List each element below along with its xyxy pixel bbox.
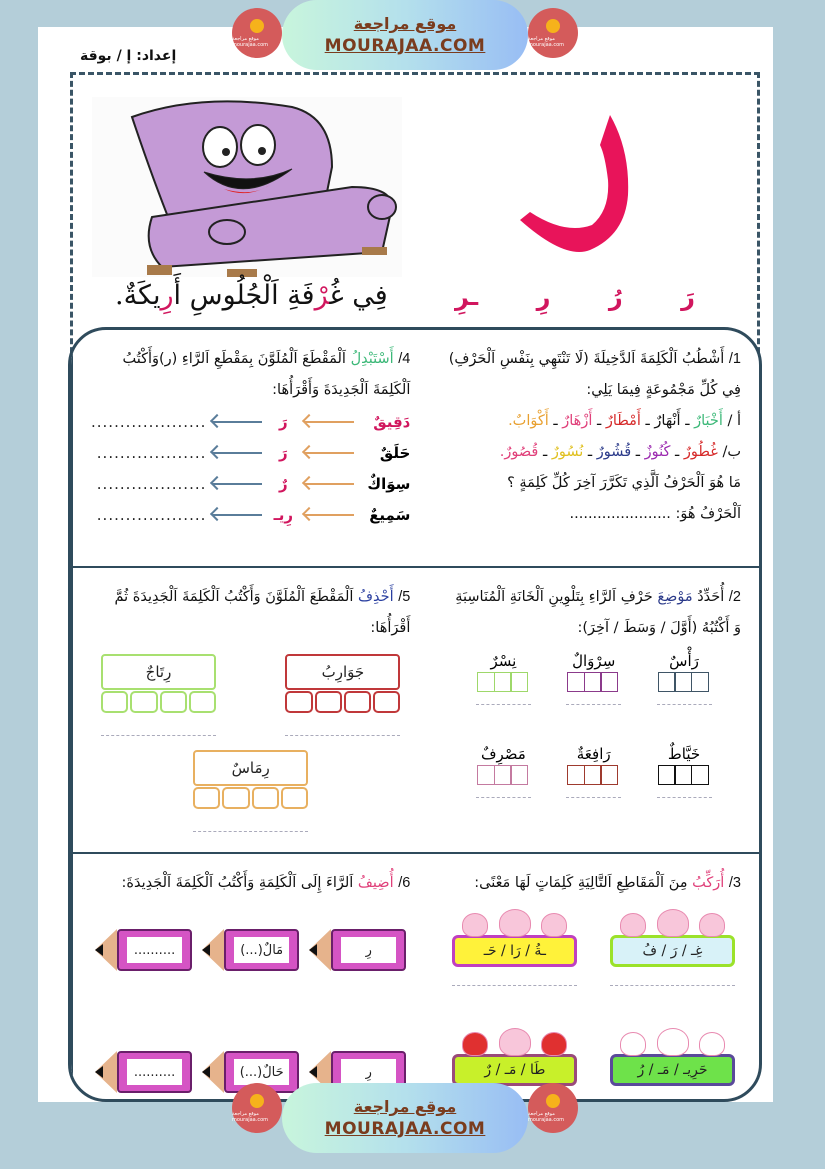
group-b: ب/ غُطُورٌ ـ كُنُوزٌ ـ قُشُورٌ ـ نُسُورٌ ـ قُصُورٌ.: [499, 444, 741, 460]
exercise-4: 4/ أَسْتَبْدِلُ اَلْمَقْطَعَ اَلْمُلَوَّنَ بِمَقْطَعِ اَلرَّاءِ (ر)وَأَكْتُبُ اَلْكَلِمَةَ اَلْجَدِيدَةَ وَأَقْرَأُهَا: دَقِيقٌ رَ .................... حَلَقٌ رَ ................... سِوَاكٌ رٌ ................... سَمِيعٌ رِيـ ...................: [71, 330, 428, 568]
color-cell[interactable]: [477, 672, 495, 692]
syllable-label: ـةُ / رَا / حَـ: [452, 909, 577, 986]
letter-cell[interactable]: [252, 787, 279, 809]
arrow-icon: [212, 452, 262, 454]
answer-line[interactable]: [476, 797, 531, 798]
answer-line[interactable]: [476, 704, 531, 705]
letter-form: رِ: [536, 283, 551, 311]
strike-word[interactable]: نُسُورٌ: [551, 444, 584, 460]
banner-latin: MOURAJAA.COM: [324, 36, 486, 56]
pencil-tip-icon: [309, 929, 331, 971]
strike-word[interactable]: أَمْطَارٌ: [605, 413, 641, 429]
armchair-illustration: [92, 97, 402, 277]
color-cell[interactable]: [691, 765, 709, 785]
letter-cell[interactable]: [285, 691, 312, 713]
answer-field[interactable]: اَلْحَرْفُ هُوَ: ......................: [569, 506, 741, 522]
letter-cell[interactable]: [160, 691, 187, 713]
substitution-row: سَمِيعٌ رِيـ ...................: [96, 505, 411, 524]
answer-line[interactable]: [657, 797, 712, 798]
arrow-icon: [304, 421, 354, 423]
syllable-label: غِـ / رَ / فُ: [610, 909, 735, 986]
exercise-1: 1/ أَشْطُبُ اَلْكَلِمَةَ اَلدَّخِيلَةَ (لَا تَنْتَهِي بِنَفْسِ اَلْحَرْفِ) فِي كُلِّ مَجْمُوعَةٍ فِيمَا يَلِي: أ / أَخْبَارٌ ـ أَنْهَارٌ ـ أَمْطَارٌ ـ أَزْهَارٌ ـ أَكْوَابٌ. ب/ غُطُورٌ ـ كُنُوزٌ ـ قُشُورٌ ـ نُسُورٌ ـ قُصُورٌ. مَا هُوَ اَلْحَرْفُ اَلَّذِي تَكَرَّرَ آخِرَ كُلِّ كَلِمَةٍ ؟ اَلْحَرْفُ هُوَ: ......................: [428, 330, 759, 568]
character-decoration: [620, 909, 725, 937]
letter-cell[interactable]: [130, 691, 157, 713]
answer-line[interactable]: [566, 704, 621, 705]
character-decoration: [620, 1028, 725, 1056]
pencil-card[interactable]: [95, 1051, 192, 1093]
color-cell[interactable]: [494, 765, 512, 785]
arrow-icon: [212, 421, 262, 423]
letter-cell[interactable]: [193, 787, 220, 809]
color-cell[interactable]: [600, 765, 618, 785]
site-banner-top[interactable]: [282, 0, 528, 70]
pencil-tip-icon: [202, 1051, 224, 1093]
color-cell[interactable]: [494, 672, 512, 692]
color-cell[interactable]: [674, 765, 692, 785]
letter-cell[interactable]: [373, 691, 400, 713]
arrow-icon: [304, 514, 354, 516]
arrow-icon: [212, 483, 262, 485]
site-banner-bottom[interactable]: [282, 1083, 528, 1153]
pencil-tip-icon: [95, 929, 117, 971]
substitution-row: سِوَاكٌ رٌ ...................: [96, 474, 411, 493]
answer-field[interactable]: ..........: [127, 937, 182, 963]
site-logo-badge[interactable]: موقع مراجعة mourajaa.com: [232, 1083, 282, 1133]
color-cell[interactable]: [674, 672, 692, 692]
character-decoration: [462, 1028, 567, 1056]
strike-word[interactable]: كُنُوزٌ: [644, 444, 671, 460]
letter-cell[interactable]: [189, 691, 216, 713]
answer-field[interactable]: ....................: [91, 412, 207, 431]
arrow-icon: [304, 483, 354, 485]
site-logo-badge[interactable]: موقع مراجعة mourajaa.com: [528, 8, 578, 58]
substitution-row: دَقِيقٌ رَ ....................: [91, 412, 411, 431]
color-cell[interactable]: [584, 672, 602, 692]
color-cell[interactable]: [600, 672, 618, 692]
word-boxes: سِرْوَالٌ: [549, 652, 639, 705]
color-cell[interactable]: [477, 765, 495, 785]
word-boxes: رَافِعَةٌ: [549, 745, 639, 798]
pencil-card[interactable]: [95, 929, 192, 971]
letter-form: رَ: [681, 283, 695, 311]
banner-arabic: موقع مراجعة: [353, 14, 457, 33]
site-logo-badge[interactable]: موقع مراجعة mourajaa.com: [232, 8, 282, 58]
color-cell[interactable]: [567, 765, 585, 785]
site-logo-badge[interactable]: موقع مراجعة mourajaa.com: [528, 1083, 578, 1133]
exercise-grid: [68, 327, 762, 1102]
answer-field[interactable]: ..........: [127, 1059, 182, 1085]
letter-cell[interactable]: [315, 691, 342, 713]
character-decoration: [462, 909, 567, 937]
logo-icon: [250, 1094, 264, 1108]
word-boxes: مَصْرِفٌ: [458, 745, 548, 798]
word-boxes: رَأْسٌ: [639, 652, 729, 705]
strike-word[interactable]: قُصُورٌ.: [499, 444, 539, 460]
pencil-card: (...)مَالٌ: [202, 929, 299, 971]
group-a: أ / أَخْبَارٌ ـ أَنْهَارٌ ـ أَمْطَارٌ ـ أَزْهَارٌ ـ أَكْوَابٌ.: [508, 413, 741, 429]
word-card: جَوَارِبُ: [285, 654, 400, 736]
color-cell[interactable]: [510, 765, 528, 785]
answer-line[interactable]: [285, 735, 400, 736]
answer-line[interactable]: [610, 985, 735, 986]
substitution-row: حَلَقٌ رَ ...................: [96, 443, 411, 462]
answer-line[interactable]: [193, 831, 308, 832]
exercise-3: 3/ أُرَكِّبُ مِنَ اَلْمَقَاطِعِ اَلتَّالِيَةِ كَلِمَاتٍ لَهَا مَعْنًى: غِـ / رَ / فُ ـةُ / رَا / حَـ حَرِيـ / مَـ / رُ طَا / مَـ / رٌ: [428, 854, 759, 1102]
banner-arabic: موقع مراجعة: [353, 1097, 457, 1116]
letter-cell[interactable]: [101, 691, 128, 713]
answer-line[interactable]: [657, 704, 712, 705]
arrow-icon: [304, 452, 354, 454]
exercise-5: 5/ أَحْذِفُ اَلْمَقْطَعَ اَلْمُلَوَّنَ وَأَكْتُبُ اَلْكَلِمَةَ اَلْجَدِيدَةَ ثُمَّ أَقْرَأُهَا: جَوَارِبُ رِتَاجٌ رِمَاسٌ: [71, 568, 428, 854]
letter-form: ـرِ: [455, 283, 479, 311]
pencil-tip-icon: [95, 1051, 117, 1093]
strike-word[interactable]: أَزْهَارٌ: [562, 413, 593, 429]
color-cell[interactable]: [658, 765, 676, 785]
answer-field[interactable]: ...................: [96, 505, 207, 524]
color-cell[interactable]: [567, 672, 585, 692]
color-cell[interactable]: [658, 672, 676, 692]
answer-field[interactable]: ...................: [96, 443, 207, 462]
word-boxes: خَيَّاطٌ: [639, 745, 729, 798]
pencil-tip-icon: [202, 929, 224, 971]
letter-forms: [455, 283, 695, 311]
word-card: رِمَاسٌ: [193, 750, 308, 832]
arrow-icon: [212, 514, 262, 516]
pencil-card: رِ: [309, 1051, 406, 1093]
color-cell[interactable]: [691, 672, 709, 692]
answer-field[interactable]: ...................: [96, 474, 207, 493]
strike-word[interactable]: أَخْبَارٌ: [694, 413, 723, 429]
letter-form: رُ: [608, 283, 623, 311]
pencil-card: (...)حَالٌ: [202, 1051, 299, 1093]
strike-word[interactable]: أَنْهَارٌ: [654, 413, 681, 429]
letter-cell[interactable]: [344, 691, 371, 713]
banner-latin: MOURAJAA.COM: [324, 1119, 486, 1139]
strike-word[interactable]: قُشُورٌ: [596, 444, 632, 460]
logo-icon: [546, 19, 560, 33]
color-cell[interactable]: [584, 765, 602, 785]
answer-line[interactable]: [566, 797, 621, 798]
logo-icon: [546, 1094, 560, 1108]
letter-cell[interactable]: [281, 787, 308, 809]
author-credit: إعداد: إ / بوقة: [80, 48, 177, 64]
word-boxes: نِسْرٌ: [458, 652, 548, 705]
strike-word[interactable]: أَكْوَابٌ.: [508, 413, 549, 429]
pencil-card: رِ: [309, 929, 406, 971]
answer-line[interactable]: [452, 985, 577, 986]
example-sentence: فِي غُرْفَةِ اَلْجُلُوسِ أَرِيكَةٌ.: [115, 280, 388, 311]
letter-cell[interactable]: [222, 787, 249, 809]
word-card: رِتَاجٌ: [101, 654, 216, 736]
exercise-6: 6/ أُضِيفُ اَلرَّاءَ إِلَى اَلْكَلِمَةِ وَأَكْتُبُ اَلْكَلِمَةَ اَلْجَدِيدَةَ: رِ (...)مَالٌ .......... رِ (...)حَالٌ ..........: [71, 854, 428, 1102]
big-letter-ra: [520, 110, 630, 260]
exercise-2: 2/ أُحَدِّدُ مَوْضِعَ حَرْفِ اَلرَّاءِ بِتَلْوِينِ اَلْخَانَةِ اَلْمُنَاسِبَةِ وَ أَكْتُبُهُ (أَوَّلَ / وَسَطَ / آخِرَ): رَأْسٌ سِرْوَالٌ نِسْرٌ خَيَّاطٌ رَافِعَةٌ مَصْرِفٌ: [428, 568, 759, 854]
logo-icon: [250, 19, 264, 33]
answer-line[interactable]: [101, 735, 216, 736]
syllable-label: حَرِيـ / مَـ / رُ: [610, 1028, 735, 1102]
syllable-label: طَا / مَـ / رٌ: [452, 1028, 577, 1102]
strike-word[interactable]: غُطُورٌ: [683, 444, 718, 460]
color-cell[interactable]: [510, 672, 528, 692]
